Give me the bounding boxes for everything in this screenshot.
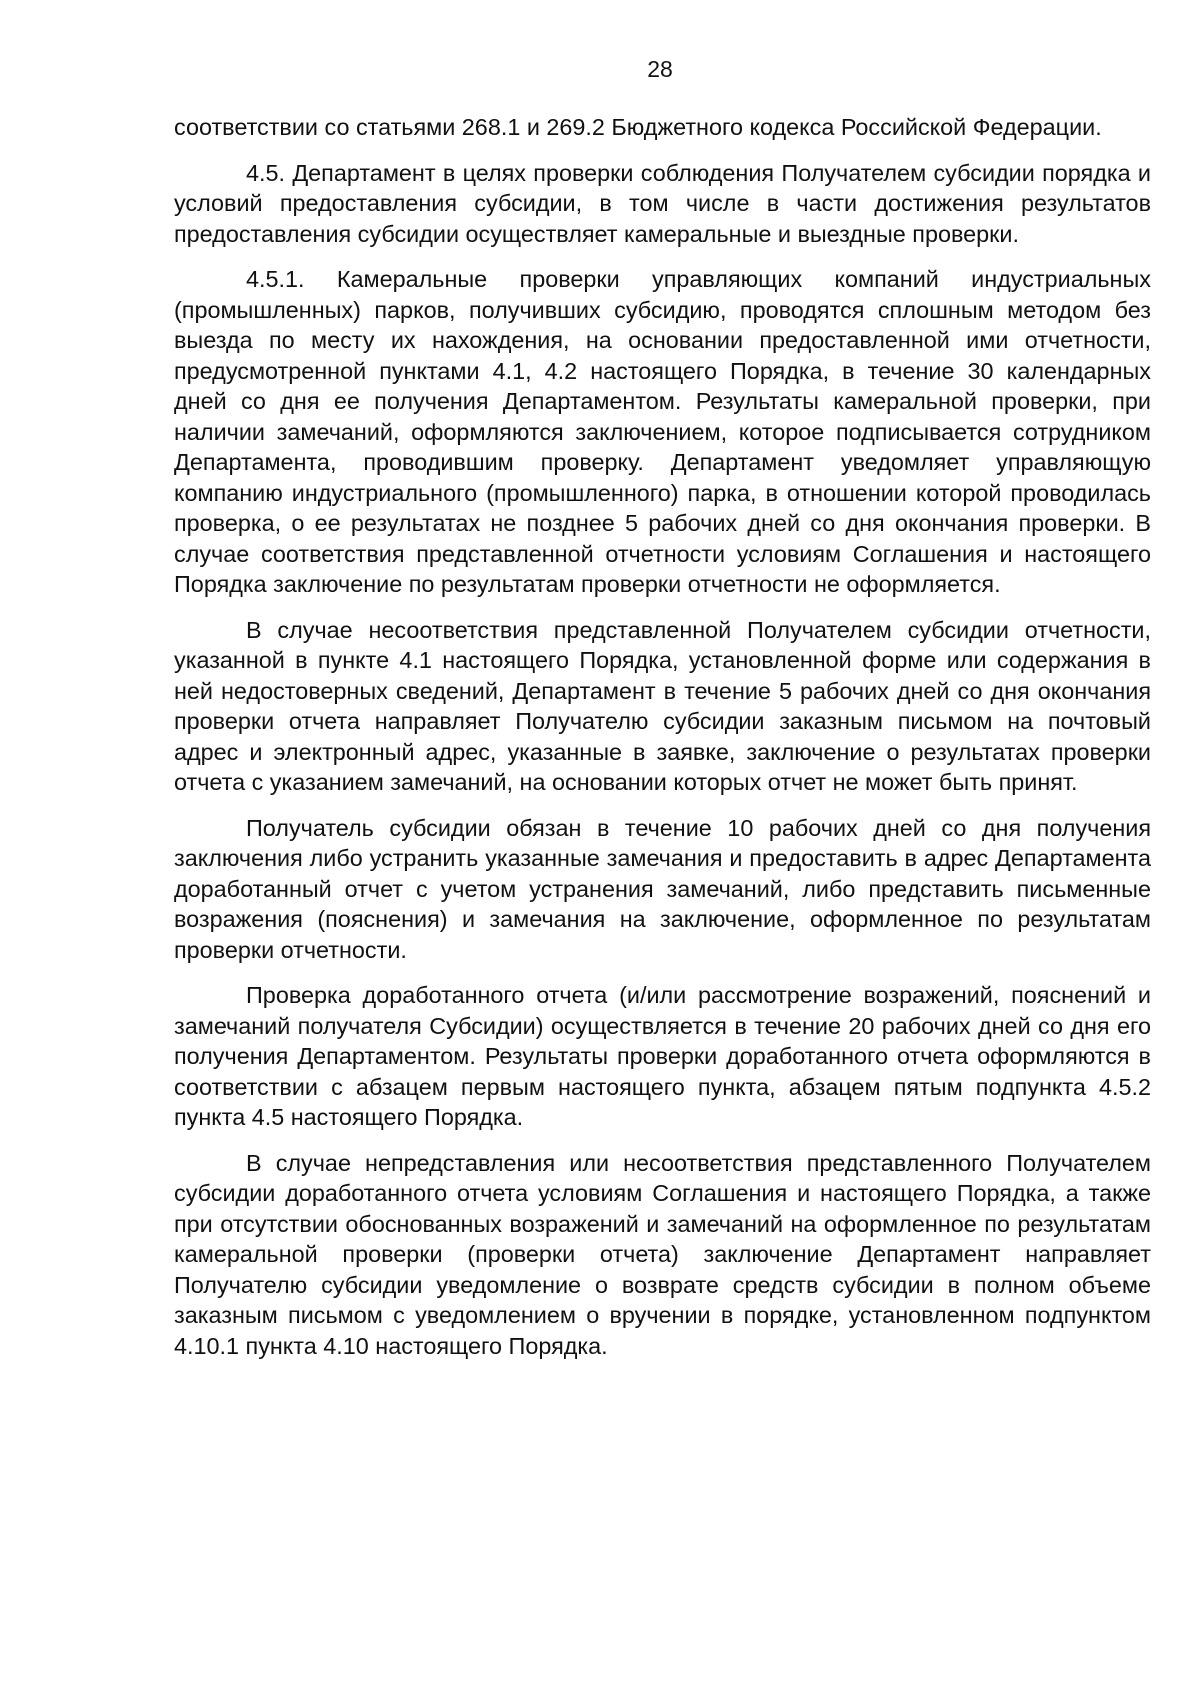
paragraph-4-5: 4.5. Департамент в целях проверки соблюдения Получателем субсидии порядка и условий предоставления субсидии, в том числе в части достижения результатов предоставления субсидии осуществляет камеральные и выездные проверки. <box>174 159 1151 247</box>
paragraph-continuation: соответствии со статьями 268.1 и 269.2 Бюджетного кодекса Российской Федерации. <box>174 114 1102 140</box>
page-number: 28 <box>647 56 673 82</box>
document-body <box>174 112 1151 1376</box>
paragraph-nonconformity: В случае несоответствия представленной Получателем субсидии отчетности, указанной в пункте 4.1 настоящего Порядка, установленной форме или содержания в ней недостоверных сведений, Департамент в течение 5 рабочих дней со дня окончания проверки отчета направляет Получателю субсидии заказным письмом на почтовый адрес и электронный адрес, указанные в заявке, заключение о результатах проверки отчета с указанием замечаний, на основании которых отчет не может быть принят. <box>174 616 1151 795</box>
paragraph-4-5-1: 4.5.1. Камеральные проверки управляющих компаний индустриальных (промышленных) парков, получивших субсидию, проводятся сплошным методом без выезда по месту их нахождения, на основании предоставленной ими отчетности, предусмотренной пунктами 4.1, 4.2 настоящего Порядка, в течение 30 календарных дней со дня ее получения Департаментом. Результаты камеральной проверки, при наличии замечаний, оформляются заключением, которое подписывается сотрудником Департамента, проводившим проверку. Департамент уведомляет управляющую компанию индустриального (промышленного) парка, в отношении которой проводилась проверка, о ее результатах не позднее 5 рабочих дней со дня окончания проверки. В случае соответствия представленной отчетности условиям Соглашения и настоящего Порядка заключение по результатам проверки отчетности не оформляется. <box>174 266 1151 597</box>
paragraph-revised-report-check: Проверка доработанного отчета (и/или рассмотрение возражений, пояснений и замечаний получателя Субсидии) осуществляется в течение 20 рабочих дней со дня его получения Департаментом. Результаты проверки доработанного отчета оформляются в соответствии с абзацем первым настоящего пункта, абзацем пятым подпункта 4.5.2 пункта 4.5 настоящего Порядка. <box>174 982 1151 1130</box>
paragraph-refund-notice: В случае непредставления или несоответствия представленного Получателем субсидии доработанного отчета условиям Соглашения и настоящего Порядка, а также при отсутствии обоснованных возражений и замечаний на оформленное по результатам камеральной проверки (проверки отчета) заключение Департамент направляет Получателю субсидии уведомление о возврате средств субсидии в полном объеме заказным письмом с уведомлением о вручении в порядке, установленном подпунктом 4.10.1 пункта 4.10 настоящего Порядка. <box>174 1149 1151 1359</box>
paragraph-recipient-obligation: Получатель субсидии обязан в течение 10 рабочих дней со дня получения заключения либо устранить указанные замечания и предоставить в адрес Департамента доработанный отчет с учетом устранения замечаний, либо представить письменные возражения (пояснения) и замечания на заключение, оформленное по результатам проверки отчетности. <box>174 814 1151 963</box>
